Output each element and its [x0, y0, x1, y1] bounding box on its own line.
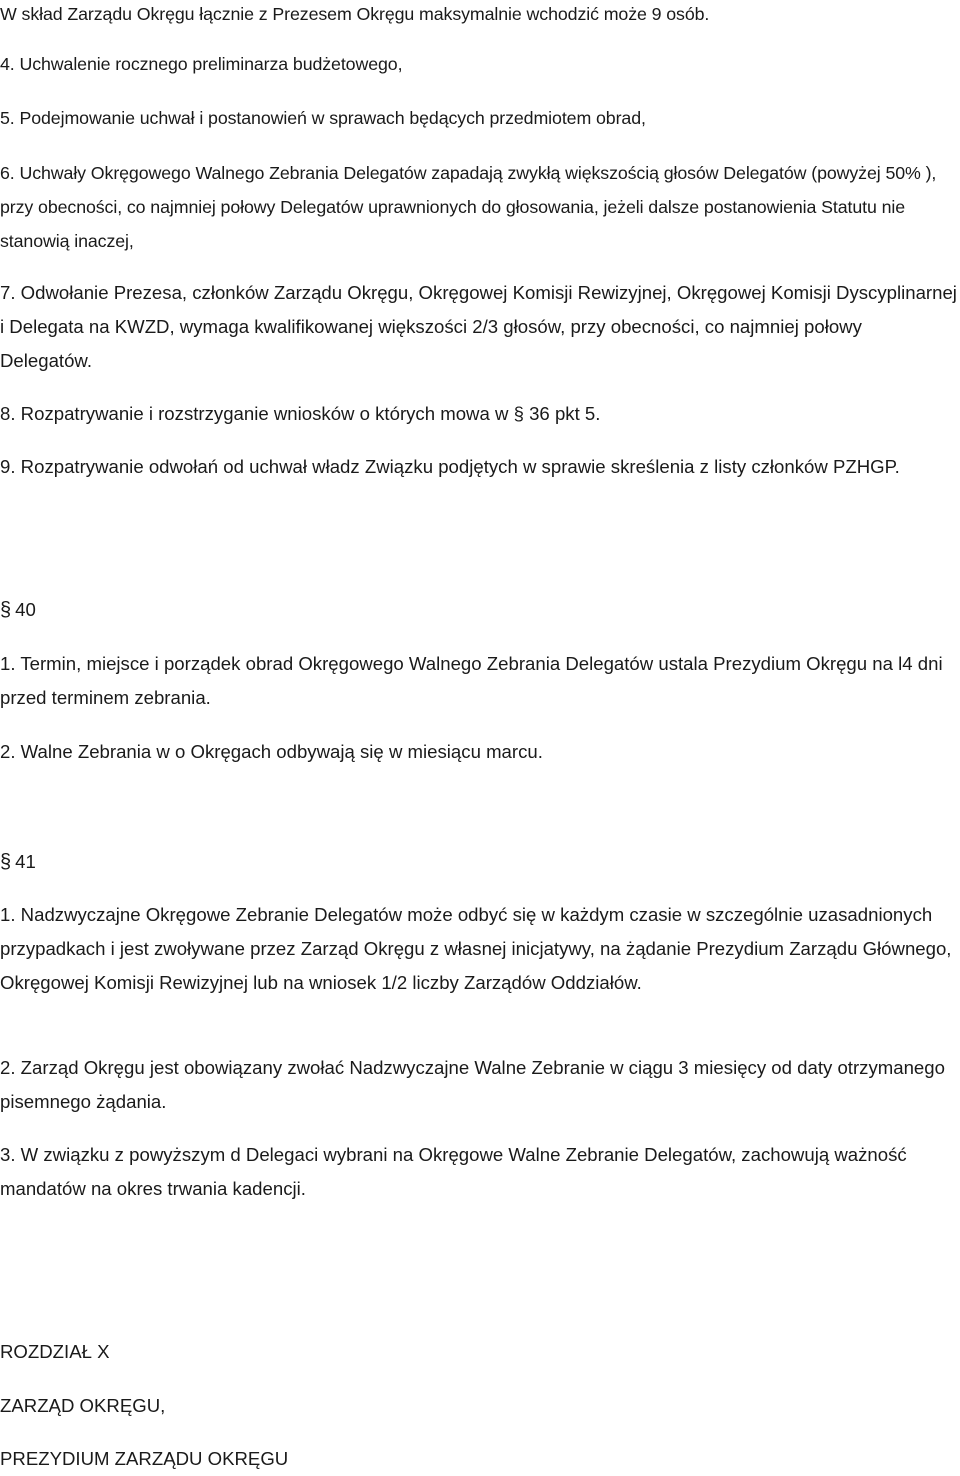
section-40-item-2: 2. Walne Zebrania w o Okręgach odbywają się w miesiącu marcu.	[0, 741, 543, 762]
section-sign-icon: §	[0, 851, 12, 873]
section-number: 40	[15, 599, 36, 620]
chapter-title-line-2: PREZYDIUM ZARZĄDU OKRĘGU	[0, 1448, 289, 1469]
paragraph-item-6: 6. Uchwały Okręgowego Walnego Zebrania Delegatów zapadają zwykłą większością głosów Delegatów (powyżej 50% ), przy obecności, co najmniej połowy Delegatów uprawnionych do głosowania, jeżeli dalsze postanowienia Statutu nie stanowią inaczej,	[0, 163, 937, 251]
paragraph-item-4: 4. Uchwalenie rocznego preliminarza budżetowego,	[0, 54, 403, 74]
paragraph-item-5: 5. Podejmowanie uchwał i postanowień w sprawach będących przedmiotem obrad,	[0, 108, 646, 128]
paragraph-item-8: 8. Rozpatrywanie i rozstrzyganie wniosków o których mowa w § 36 pkt 5.	[0, 403, 601, 424]
section-sign-icon: §	[0, 599, 12, 621]
section-41-item-3: 3. W związku z powyższym d Delegaci wybrani na Okręgowe Walne Zebranie Delegatów, zachowują ważność mandatów na okres trwania kadencji.	[0, 1144, 907, 1199]
section-41-item-1: 1. Nadzwyczajne Okręgowe Zebranie Delegatów może odbyć się w każdym czasie w szczególnie uzasadnionych przypadkach i jest zwoływane przez Zarząd Okręgu z własnej inicjatywy, na żądanie Prezydium Zarządu Głównego, Okręgowej Komisji Rewizyjnej lub na wniosek 1/2 liczby Zarządów Oddziałów.	[0, 904, 952, 993]
section-41-item-2: 2. Zarząd Okręgu jest obowiązany zwołać Nadzwyczajne Walne Zebranie w ciągu 3 miesięcy od daty otrzymanego pisemnego żądania.	[0, 1057, 945, 1112]
section-40-item-1: 1. Termin, miejsce i porządek obrad Okręgowego Walnego Zebrania Delegatów ustala Prezydium Okręgu na l4 dni przed terminem zebrania.	[0, 653, 943, 708]
paragraph-item-9: 9. Rozpatrywanie odwołań od uchwał władz Związku podjętych w sprawie skreślenia z listy członków PZHGP.	[0, 456, 900, 477]
chapter-title-line-1: ZARZĄD OKRĘGU,	[0, 1395, 166, 1416]
section-number: 41	[15, 851, 36, 872]
paragraph-item-7: 7. Odwołanie Prezesa, członków Zarządu Okręgu, Okręgowej Komisji Rewizyjnej, Okręgowej Komisji Dyscyplinarnej i Delegata na KWZD, wymaga kwalifikowanej większości 2/3 głosów, przy obecności, co najmniej połowy Delegatów.	[0, 282, 957, 371]
section-heading-40	[0, 593, 36, 627]
chapter-label: ROZDZIAŁ X	[0, 1341, 110, 1362]
paragraph-board-composition: W skład Zarządu Okręgu łącznie z Prezesem Okręgu maksymalnie wchodzić może 9 osób.	[0, 4, 710, 24]
section-heading-41	[0, 845, 36, 879]
